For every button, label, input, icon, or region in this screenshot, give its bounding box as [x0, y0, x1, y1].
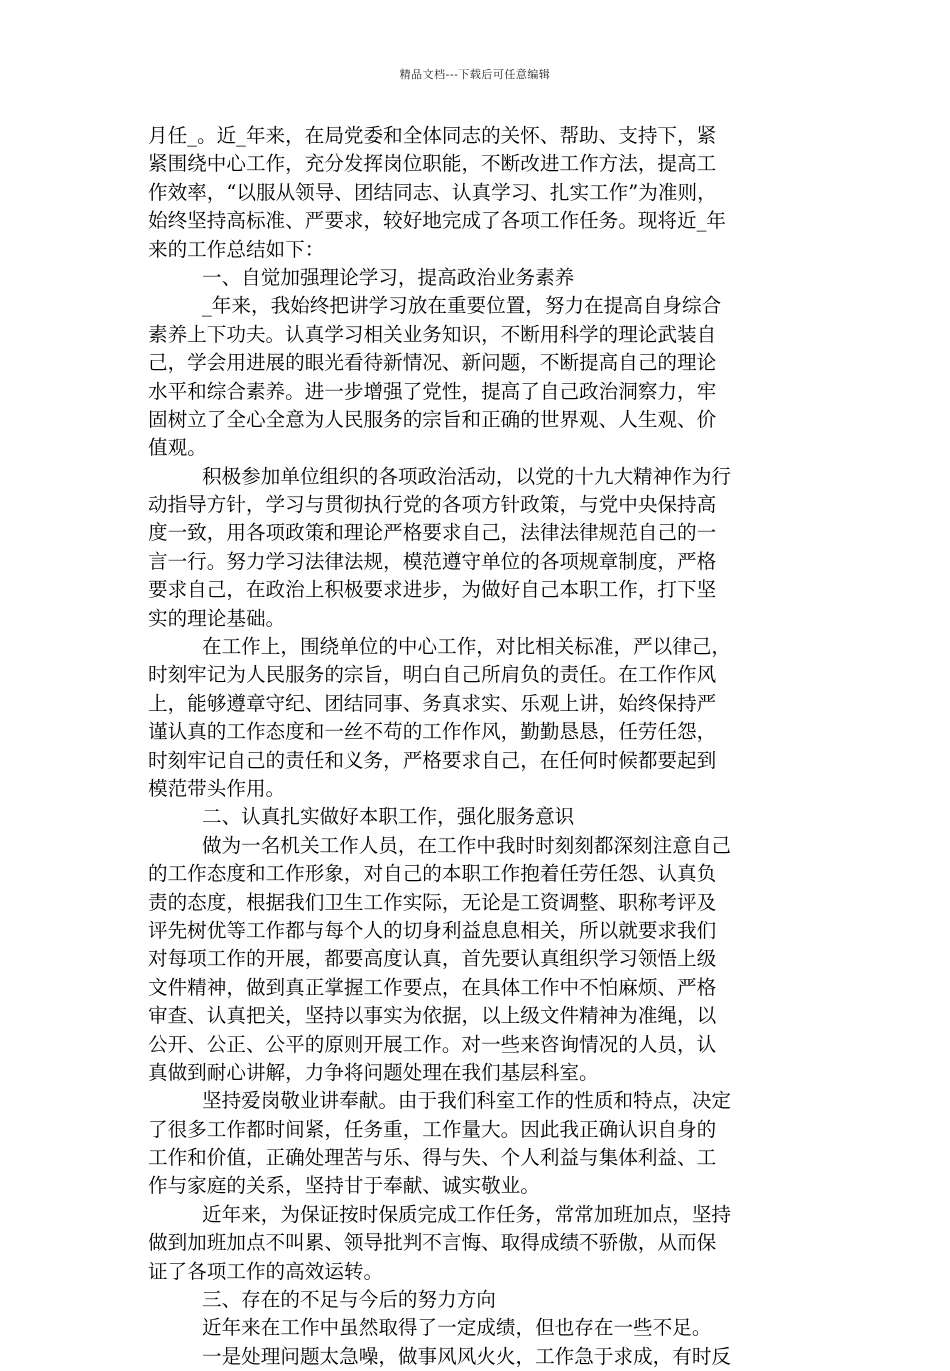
- text-line: 动指导方针，学习与贯彻执行党的各项方针政策，与党中央保持高: [148, 493, 717, 517]
- text-line: 模范带头作用。: [148, 776, 286, 800]
- text-line: 度一致，用各项政策和理论严格要求自己，法律法律规范自己的一: [148, 521, 717, 545]
- text-line: 做到加班加点不叫累、领导批判不言悔、取得成绩不骄傲，从而保: [148, 1231, 717, 1255]
- text-line: 工作和价值，正确处理苦与乐、得与失、个人利益与集体利益、工: [148, 1146, 717, 1170]
- text-line: 证了各项工作的高效运转。: [148, 1259, 384, 1283]
- text-line: 作效率，“以服从领导、团结同志、认真学习、扎实工作”为准则，: [148, 180, 717, 204]
- text-line: 始终坚持高标准、严要求，较好地完成了各项工作任务。现将近_年: [148, 209, 727, 233]
- text-line: 固树立了全心全意为人民服务的宗旨和正确的世界观、人生观、价: [148, 407, 717, 431]
- text-line: 二、认真扎实做好本职工作，强化服务意识: [202, 805, 575, 829]
- text-line: 水平和综合素养。进一步增强了党性，提高了自己政治洞察力，牢: [148, 379, 717, 403]
- text-line: 了很多工作都时间紧，任务重，工作量大。因此我正确认识自身的: [148, 1117, 717, 1141]
- text-line: 积极参加单位组织的各项政治活动，以党的十九大精神作为行: [202, 464, 732, 488]
- page-header: 精品文档---下载后可任意编辑: [399, 68, 551, 81]
- text-line: 时刻牢记为人民服务的宗旨，明白自己所肩负的责任。在工作作风: [148, 663, 717, 687]
- text-line: 值观。: [148, 436, 207, 460]
- text-line: 一、自觉加强理论学习，提高政治业务素养: [202, 265, 575, 289]
- text-line: 责的态度，根据我们卫生工作实际，无论是工资调整、职称考评及: [148, 890, 717, 914]
- text-line: 言一行。努力学习法律法规，模范遵守单位的各项规章制度，严格: [148, 549, 717, 573]
- text-line: 坚持爱岗敬业讲奉献。由于我们科室工作的性质和特点，决定: [202, 1089, 732, 1113]
- text-line: 紧围绕中心工作，充分发挥岗位职能，不断改进工作方法，提高工: [148, 152, 717, 176]
- text-line: 实的理论基础。: [148, 606, 286, 630]
- text-line: 作与家庭的关系，坚持甘于奉献、诚实敬业。: [148, 1174, 540, 1198]
- text-line: 素养上下功夫。认真学习相关业务知识，不断用科学的理论武装自: [148, 322, 717, 346]
- text-line: 时刻牢记自己的责任和义务，严格要求自己，在任何时候都要起到: [148, 748, 717, 772]
- text-line: 的工作态度和工作形象，对自己的本职工作抱着任劳任怨、认真负: [148, 862, 717, 886]
- text-line: 谨认真的工作态度和一丝不苟的工作作风，勤勤恳恳，任劳任怨，: [148, 720, 717, 744]
- text-line: 做为一名机关工作人员，在工作中我时时刻刻都深刻注意自己: [202, 833, 732, 857]
- text-line: 己，学会用进展的眼光看待新情况、新问题，不断提高自己的理论: [148, 351, 717, 375]
- text-line: 真做到耐心讲解，力争将问题处理在我们基层科室。: [148, 1060, 599, 1084]
- text-line: 公开、公正、公平的原则开展工作。对一些来咨询情况的人员，认: [148, 1032, 717, 1056]
- text-line: 近年来在工作中虽然取得了一定成绩，但也存在一些不足。: [202, 1316, 712, 1340]
- text-line: 月任_。近_年来，在局党委和全体同志的关怀、帮助、支持下，紧: [148, 124, 717, 147]
- text-line: 要求自己，在政治上积极要求进步，为做好自己本职工作，打下坚: [148, 578, 717, 602]
- text-line: 评先树优等工作都与每个人的切身利益息息相关，所以就要求我们: [148, 918, 717, 942]
- text-line: 在工作上，围绕单位的中心工作，对比相关标准，严以律己，: [202, 635, 732, 659]
- document-body: [148, 122, 816, 1371]
- text-line: 一是处理问题太急噪，做事风风火火，工作急于求成，有时反: [202, 1344, 732, 1368]
- text-line: 来的工作总结如下：: [148, 237, 325, 261]
- text-line: 上，能够遵章守纪、团结同事、务真求实、乐观上讲，始终保持严: [148, 691, 717, 715]
- text-line: 对每项工作的开展，都要高度认真，首先要认真组织学习领悟上级: [148, 947, 717, 971]
- text-line: 三、存在的不足与今后的努力方向: [202, 1288, 496, 1312]
- text-line: 文件精神，做到真正掌握工作要点，在具体工作中不怕麻烦、严格: [148, 975, 717, 999]
- text-line: 近年来，为保证按时保质完成工作任务，常常加班加点，坚持: [202, 1202, 732, 1226]
- text-line: 审查、认真把关，坚持以事实为依据，以上级文件精神为准绳，以: [148, 1004, 717, 1028]
- text-line: _年来，我始终把讲学习放在重要位置，努力在提高自身综合: [202, 294, 722, 318]
